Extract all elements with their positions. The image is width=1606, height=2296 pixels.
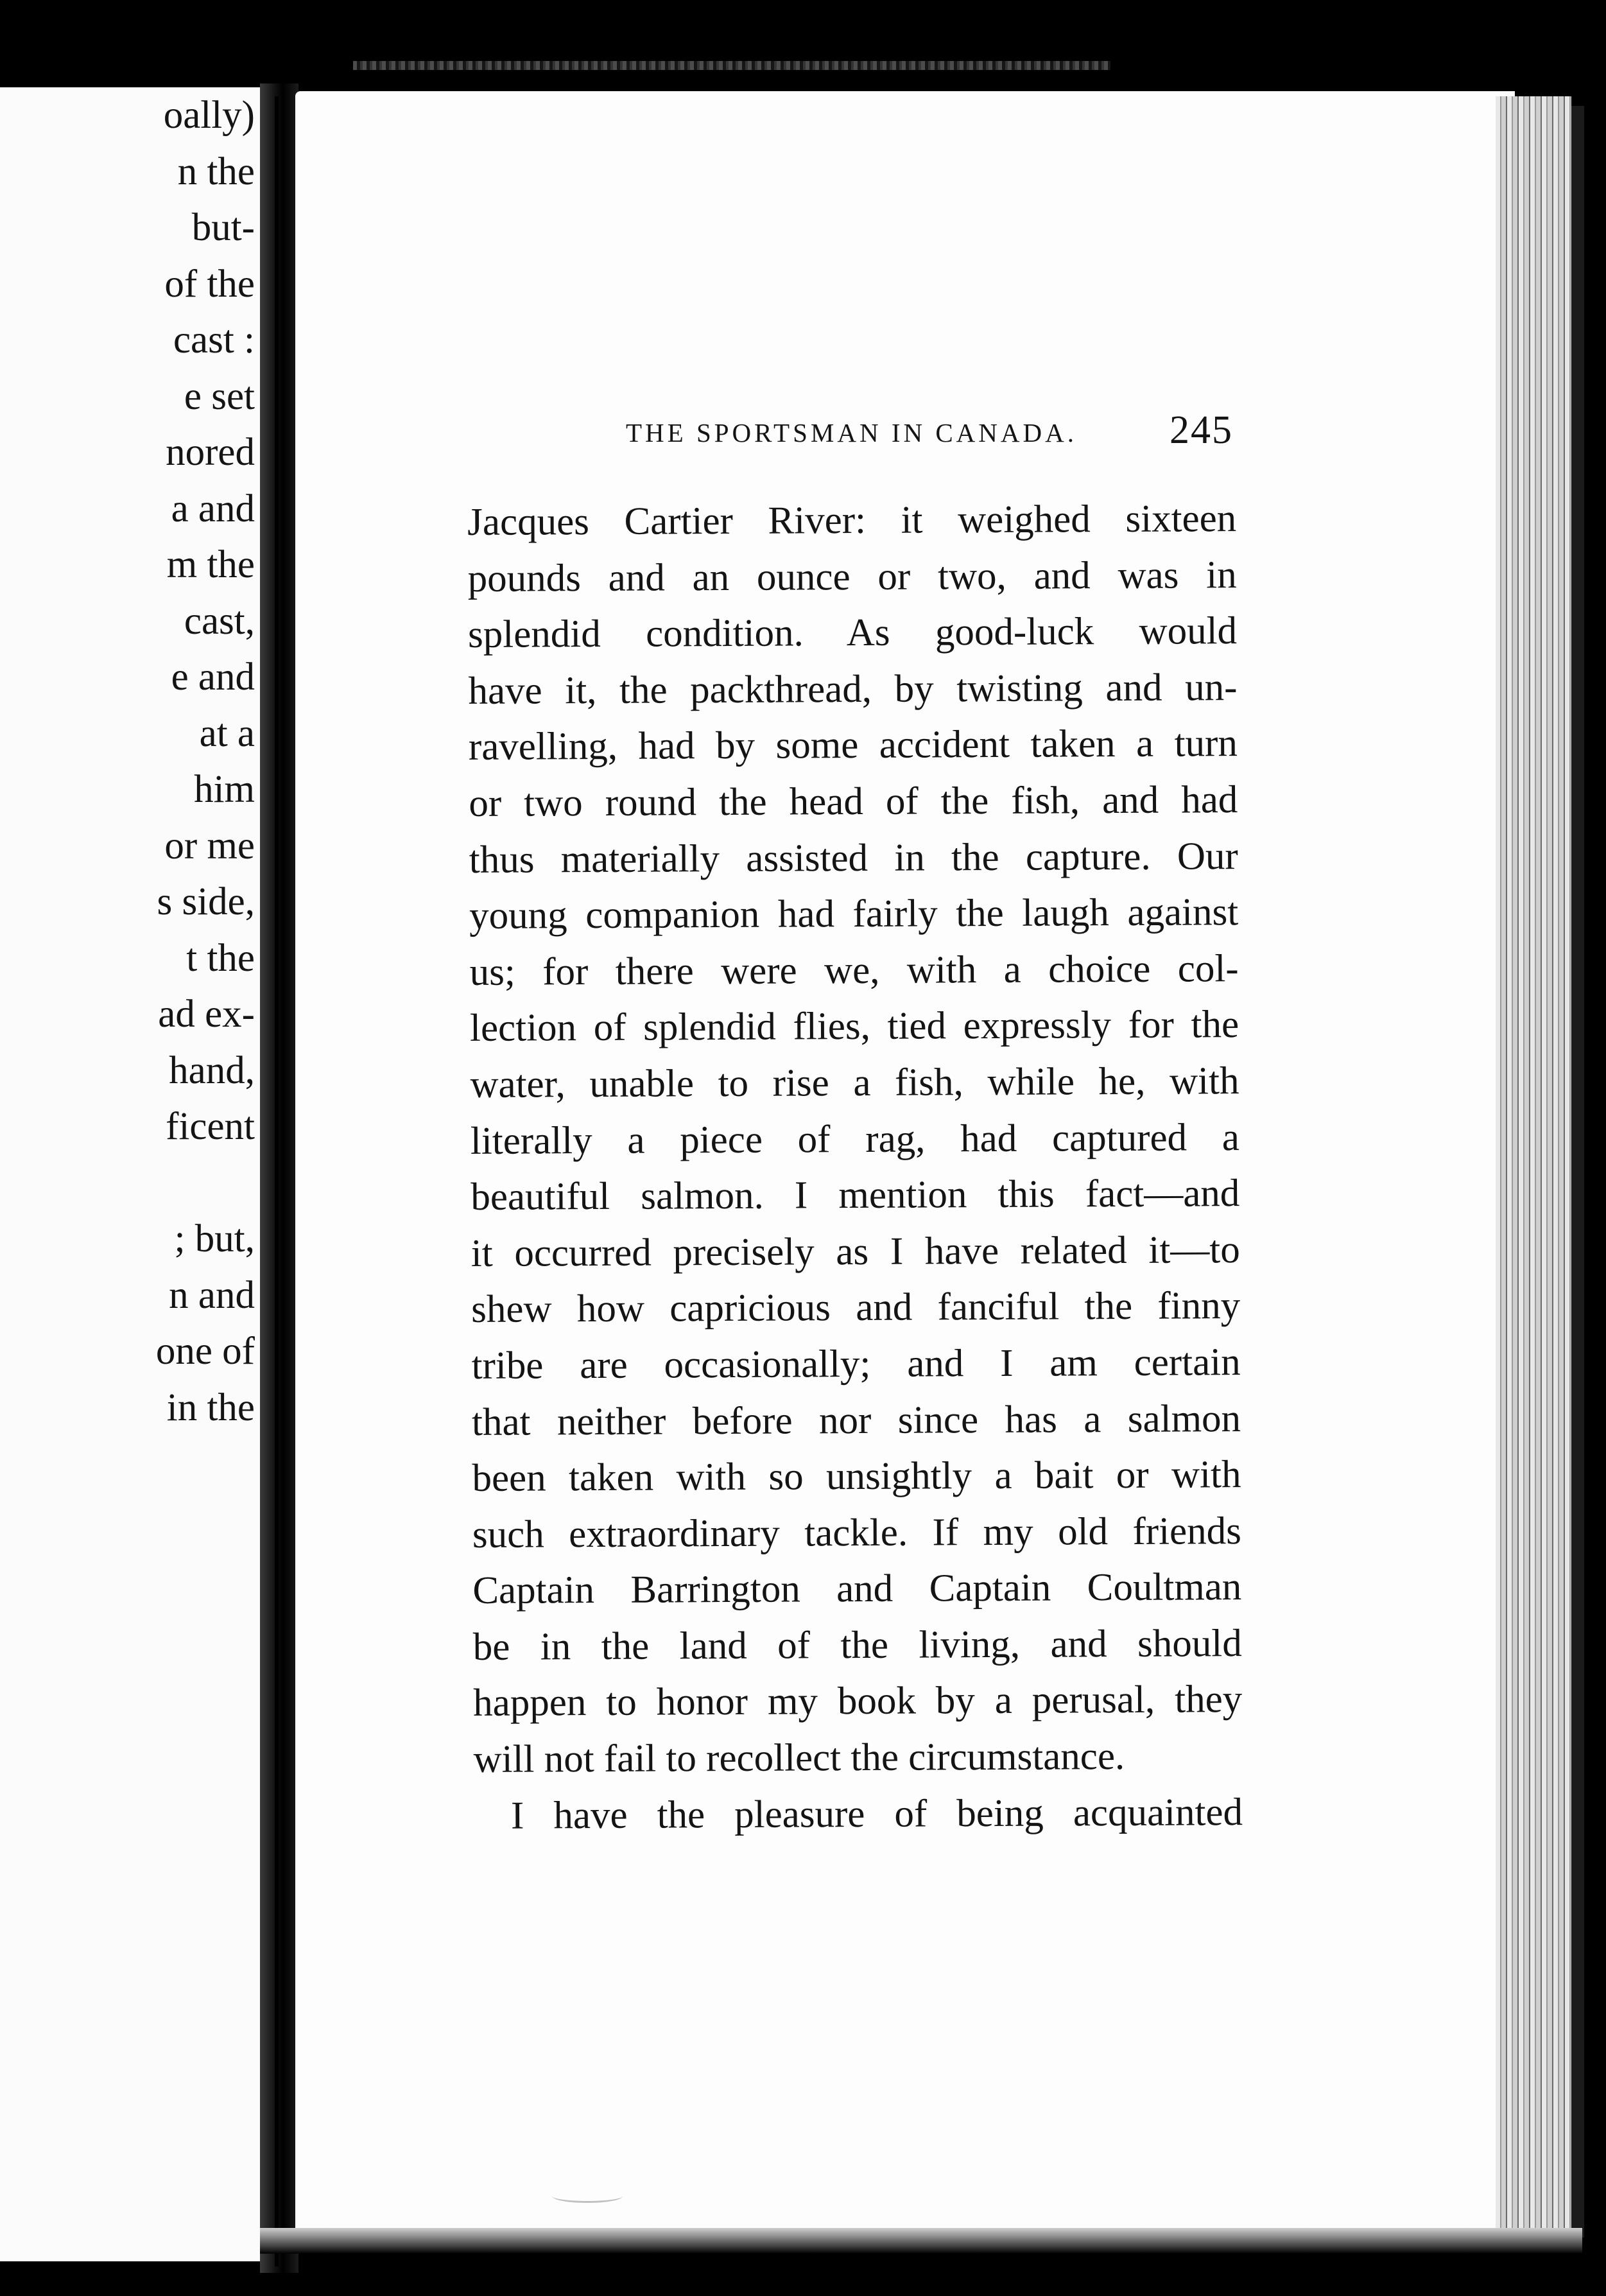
left-fragment: but- (191, 206, 255, 249)
text-line: that neither before nor since has a salmon (471, 1396, 1241, 1444)
left-page-text-fragments (0, 87, 255, 1436)
text-line: us; for there were we, with a choice col- (469, 946, 1239, 994)
text-line: literally a piece of rag, had captured a (470, 1115, 1240, 1163)
text-line: happen to honor my book by a perusal, they (473, 1678, 1243, 1725)
page-edge-shadow (1571, 106, 1584, 2238)
text-line: thus materially assisted in the capture. Our (469, 834, 1238, 882)
left-fragment: t the (186, 936, 255, 980)
text-line: such extraordinary tackle. If my old friends (472, 1509, 1242, 1556)
text-line: ravelling, had by some accident taken a turn (468, 722, 1238, 769)
bottom-page-mark (552, 2189, 623, 2203)
text-line: been taken with so unsightly a bait or with (472, 1453, 1241, 1500)
body-text (467, 491, 1243, 1844)
page-block-edge (1496, 96, 1571, 2244)
left-fragment: m the (166, 543, 255, 586)
top-edge-smudge (353, 61, 1110, 70)
left-fragment: at a (199, 711, 255, 755)
left-fragment: n the (177, 150, 255, 193)
left-fragment: of the (164, 262, 255, 306)
left-fragment: ; but, (174, 1217, 255, 1260)
text-line: tribe are occasionally; and I am certain (471, 1341, 1241, 1387)
left-fragment: ad ex- (158, 993, 255, 1036)
left-fragment: one of (155, 1330, 255, 1373)
left-fragment: hand, (169, 1048, 255, 1092)
left-fragment: cast : (173, 318, 255, 361)
left-fragment: n and (169, 1273, 255, 1317)
text-line: or two round the head of the fish, and had (469, 778, 1238, 825)
text-line: beautiful salmon. I mention this fact—and (471, 1172, 1240, 1219)
text-line: shew how capricious and fanciful the finny (471, 1284, 1241, 1332)
text-line: splendid condition. As good-luck would (467, 609, 1238, 657)
text-line: Jacques Cartier River: it weighed sixteen (467, 497, 1237, 544)
left-fragment: ficent (166, 1105, 255, 1148)
page-number: 245 (1170, 408, 1233, 452)
left-fragment: e set (184, 374, 255, 418)
running-head: THE SPORTSMAN IN CANADA. (626, 418, 1077, 448)
text-line: Captain Barrington and Captain Coultman (472, 1565, 1242, 1613)
left-fragment: in the (166, 1386, 255, 1429)
text-line-paragraph-start: I have the pleasure of being acquainted (510, 1790, 1243, 1838)
text-line: water, unable to rise a fish, while he, with (470, 1059, 1239, 1106)
text-line: will not fail to recollect the circumstance. (473, 1735, 1125, 1782)
left-fragment-blank (0, 1155, 255, 1212)
left-page (0, 87, 260, 2261)
text-line: pounds and an ounce or two, and was in (467, 553, 1237, 600)
left-fragment: oally) (163, 94, 255, 137)
left-fragment: e and (171, 656, 255, 699)
left-fragment: cast, (184, 599, 255, 643)
book-gutter (260, 83, 298, 2273)
left-fragment: s side, (157, 880, 255, 923)
left-fragment: him (194, 768, 255, 811)
text-line: it occurred precisely as I have related it—to (471, 1228, 1240, 1275)
text-line: be in the land of the living, and should (472, 1621, 1242, 1669)
left-fragment: or me (164, 824, 255, 867)
left-fragment: nored (166, 431, 255, 474)
text-line: lection of splendid flies, tied expressly for the (469, 1003, 1239, 1050)
text-line: have it, the packthread, by twisting and un- (468, 665, 1238, 713)
gutter-shadow-line (275, 96, 279, 2266)
text-line: young companion had fairly the laugh against (469, 891, 1239, 938)
left-fragment: a and (171, 487, 255, 530)
bottom-edge-shadow (260, 2228, 1582, 2254)
